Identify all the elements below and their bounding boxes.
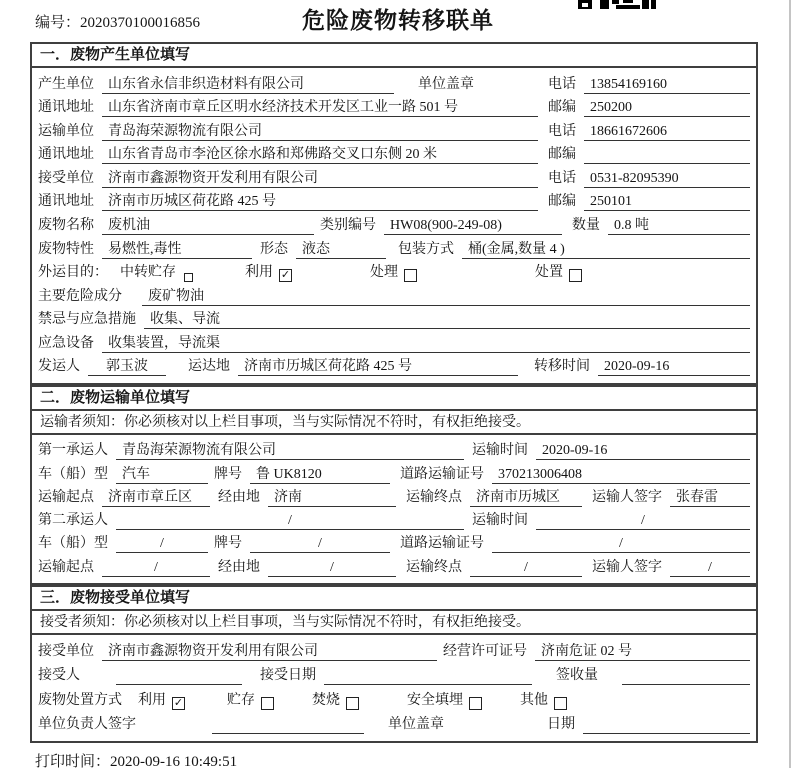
road-permit2-label: 道路运输证号 xyxy=(400,536,484,552)
checkbox-transfer-storage xyxy=(184,273,193,282)
waste-name-label: 废物名称 xyxy=(38,217,94,233)
disposal-method-label: 废物处置方式 xyxy=(38,692,122,708)
purpose-use-label: 利用 xyxy=(245,265,273,281)
route2-start-value: / xyxy=(102,558,210,577)
unit-seal-label: 单位盖章 xyxy=(418,76,474,92)
plate1-value: 鲁 UK8120 xyxy=(250,465,390,484)
transporter-notice: 运输者须知：你必须核对以上栏目事项，当与实际情况不符时，有权拒绝接受。 xyxy=(32,411,756,435)
plate2-value: / xyxy=(250,534,390,553)
row-hazard-component xyxy=(32,287,756,306)
producer-zip-label: 邮编 xyxy=(548,100,576,116)
road-permit2-value: / xyxy=(492,534,750,553)
purpose-storage-label: 中转贮存 xyxy=(120,265,176,281)
emergency-measures-label: 禁忌与应急措施 xyxy=(38,312,136,328)
road-permit1-value: 370213006408 xyxy=(492,465,750,484)
license-value: 济南危证 02 号 xyxy=(535,642,750,661)
first-carrier-value: 青岛海荣源物流有限公司 xyxy=(116,441,464,460)
receiver-unit-value: 济南市鑫源物资开发利用有限公司 xyxy=(102,169,538,188)
acceptor-value xyxy=(116,666,242,685)
qr-code-fragment xyxy=(578,0,656,10)
vehicle-type1-value: 汽车 xyxy=(116,465,208,484)
producer-zip-value: 250200 xyxy=(584,98,750,117)
transport-time2-label: 运输时间 xyxy=(472,513,528,529)
receiver-zip-value: 250101 xyxy=(584,192,750,211)
checkbox-dispose xyxy=(569,269,582,282)
producer-address-label: 通讯地址 xyxy=(38,100,94,116)
transport-address-value: 山东省青岛市李沧区徐水路和郑佛路交叉口东侧 20 米 xyxy=(102,145,538,164)
route1-sign-value: 张春雷 xyxy=(670,488,750,507)
row-route2 xyxy=(32,558,756,577)
purpose-treat-label: 处理 xyxy=(370,265,398,281)
row-disposal-method xyxy=(32,691,756,710)
form-value: 液态 xyxy=(296,240,386,259)
row-producer-address xyxy=(32,98,756,117)
second-carrier-value: / xyxy=(116,511,464,530)
receiver-phone-label: 电话 xyxy=(548,170,576,186)
first-carrier-label: 第一承运人 xyxy=(38,443,108,459)
route2-via-label: 经由地 xyxy=(218,559,260,575)
route1-end-label: 运输终点 xyxy=(406,489,462,505)
accept-unit-value: 济南市鑫源物资开发利用有限公司 xyxy=(102,642,437,661)
row-waste-property xyxy=(32,240,756,259)
row-accept-unit xyxy=(32,642,756,661)
transport-time1-label: 运输时间 xyxy=(472,443,528,459)
checkbox-use-checked: ✓ xyxy=(280,269,291,282)
route1-end-value: 济南市历城区 xyxy=(470,488,582,507)
section-producer xyxy=(30,42,758,385)
second-carrier-label: 第二承运人 xyxy=(38,513,108,529)
accept-date-label: 接受日期 xyxy=(260,668,316,684)
route2-start-label: 运输起点 xyxy=(38,559,94,575)
route2-sign-label: 运输人签字 xyxy=(592,559,662,575)
disposal-burn-label: 焚烧 xyxy=(312,692,340,708)
destination-label: 运达地 xyxy=(188,359,230,375)
page-title: 危险废物转移联单 xyxy=(302,8,494,33)
quantity-label: 数量 xyxy=(572,217,600,233)
sign-date-value xyxy=(583,715,750,734)
receiver-zip-label: 邮编 xyxy=(548,194,576,210)
print-time-label: 打印时间： xyxy=(35,754,111,768)
quantity-value: 0.8 吨 xyxy=(608,216,750,235)
serial-value: 2020370100016856 xyxy=(80,15,201,31)
hazard-component-label: 主要危险成分 xyxy=(38,288,122,304)
print-time xyxy=(35,750,237,768)
section3-header: 三．废物接受单位填写 xyxy=(32,587,756,611)
waste-name-value: 废机油 xyxy=(102,216,314,235)
row-first-carrier xyxy=(32,441,756,460)
category-code-label: 类别编号 xyxy=(320,217,376,233)
waste-property-label: 废物特性 xyxy=(38,241,94,257)
shipper-value: 郭玉波 xyxy=(88,357,166,376)
row-second-carrier xyxy=(32,511,756,530)
disposal-other-label: 其他 xyxy=(520,692,548,708)
vehicle-type2-value: / xyxy=(116,534,208,553)
print-time-value: 2020-09-16 10:49:51 xyxy=(110,754,238,768)
transfer-time-value: 2020-09-16 xyxy=(598,357,750,376)
packing-value: 桶(金属,数量 4 ) xyxy=(462,240,750,259)
route2-end-label: 运输终点 xyxy=(406,559,462,575)
serial-label: 编号： xyxy=(35,15,81,31)
route1-start-value: 济南市章丘区 xyxy=(102,488,210,507)
acceptor-label: 接受人 xyxy=(38,668,80,684)
transfer-time-label: 转移时间 xyxy=(534,359,590,375)
purpose-dispose-label: 处置 xyxy=(535,265,563,281)
transport-zip-value xyxy=(584,145,750,164)
receiver-phone-value: 0531-82095390 xyxy=(584,169,750,188)
transport-time1-value: 2020-09-16 xyxy=(536,441,750,460)
emergency-measures-value: 收集、导流 xyxy=(144,310,750,329)
sign-date-label: 日期 xyxy=(547,716,575,732)
route1-sign-label: 运输人签字 xyxy=(592,489,662,505)
section2-header: 二．废物运输单位填写 xyxy=(32,387,756,411)
plate1-label: 牌号 xyxy=(214,466,242,482)
checkbox-disposal-landfill xyxy=(469,697,482,710)
route1-via-label: 经由地 xyxy=(218,489,260,505)
checkbox-disposal-burn xyxy=(346,697,359,710)
form-label: 形态 xyxy=(260,241,288,257)
waste-property-value: 易燃性,毒性 xyxy=(102,240,252,259)
receiver-notice: 接受者须知：你必须核对以上栏目事项，当与实际情况不符时，有权拒绝接受。 xyxy=(32,611,756,635)
accept-unit-label: 接受单位 xyxy=(38,644,94,660)
responsible-sign-value xyxy=(212,715,364,734)
row-producer-unit xyxy=(32,75,756,94)
row-transport-unit xyxy=(32,122,756,141)
row-receiver-unit xyxy=(32,169,756,188)
row-transport-address xyxy=(32,145,756,164)
category-code-value: HW08(900-249-08) xyxy=(384,216,562,235)
producer-unit-value: 山东省永信非织造材料有限公司 xyxy=(102,75,394,94)
section-transporter xyxy=(30,385,758,585)
disposal-use-label: 利用 xyxy=(138,692,166,708)
checkbox-disposal-use-checked: ✓ xyxy=(173,696,184,709)
emergency-equipment-label: 应急设备 xyxy=(38,335,94,351)
row-receiver-address xyxy=(32,192,756,211)
route2-sign-value: / xyxy=(670,558,750,577)
transport-unit-label: 运输单位 xyxy=(38,123,94,139)
received-qty-value xyxy=(622,666,750,685)
route1-via-value: 济南 xyxy=(268,488,396,507)
emergency-equipment-value: 收集装置，导流渠 xyxy=(102,334,750,353)
unit-seal2-label: 单位盖章 xyxy=(388,716,444,732)
row-shipper xyxy=(32,357,756,376)
producer-unit-label: 产生单位 xyxy=(38,76,94,92)
packing-label: 包装方式 xyxy=(398,241,454,257)
row-emergency-measures xyxy=(32,310,756,329)
route1-start-label: 运输起点 xyxy=(38,489,94,505)
received-qty-label: 签收量 xyxy=(556,668,598,684)
checkbox-disposal-other xyxy=(554,697,567,710)
purpose-label: 外运目的： xyxy=(38,265,108,281)
disposal-landfill-label: 安全填埋 xyxy=(407,692,463,708)
receiver-address-label: 通讯地址 xyxy=(38,194,94,210)
row-purpose xyxy=(32,263,756,282)
page-edge-line xyxy=(789,0,791,768)
row-vehicle2 xyxy=(32,534,756,553)
row-route1 xyxy=(32,488,756,507)
transport-zip-label: 邮编 xyxy=(548,147,576,163)
disposal-store-label: 贮存 xyxy=(227,692,255,708)
section-receiver xyxy=(30,585,758,743)
transport-phone-label: 电话 xyxy=(548,123,576,139)
plate2-label: 牌号 xyxy=(214,536,242,552)
receiver-address-value: 济南市历城区荷花路 425 号 xyxy=(102,192,538,211)
transport-time2-value: / xyxy=(536,511,750,530)
receiver-unit-label: 接受单位 xyxy=(38,170,94,186)
route2-end-value: / xyxy=(470,558,582,577)
accept-date-value xyxy=(324,666,532,685)
vehicle-type2-label: 车（船）型 xyxy=(38,536,108,552)
responsible-sign-label: 单位负责人签字 xyxy=(38,716,136,732)
checkbox-treat xyxy=(404,269,417,282)
row-waste-name xyxy=(32,216,756,235)
transport-address-label: 通讯地址 xyxy=(38,147,94,163)
road-permit1-label: 道路运输证号 xyxy=(400,466,484,482)
checkbox-disposal-store xyxy=(261,697,274,710)
row-responsible-signature xyxy=(32,715,756,734)
section1-header: 一．废物产生单位填写 xyxy=(32,44,756,68)
destination-value: 济南市历城区荷花路 425 号 xyxy=(238,357,518,376)
row-emergency-equipment xyxy=(32,334,756,353)
transport-phone-value: 18661672606 xyxy=(584,122,750,141)
shipper-label: 发运人 xyxy=(38,359,80,375)
producer-phone-value: 13854169160 xyxy=(584,75,750,94)
hazard-component-value: 废矿物油 xyxy=(142,287,750,306)
producer-phone-label: 电话 xyxy=(548,76,576,92)
license-label: 经营许可证号 xyxy=(443,644,527,660)
transport-unit-value: 青岛海荣源物流有限公司 xyxy=(102,122,538,141)
producer-address-value: 山东省济南市章丘区明水经济技术开发区工业一路 501 号 xyxy=(102,98,538,117)
route2-via-value: / xyxy=(268,558,396,577)
vehicle-type1-label: 车（船）型 xyxy=(38,466,108,482)
row-acceptor xyxy=(32,666,756,685)
row-vehicle1 xyxy=(32,465,756,484)
